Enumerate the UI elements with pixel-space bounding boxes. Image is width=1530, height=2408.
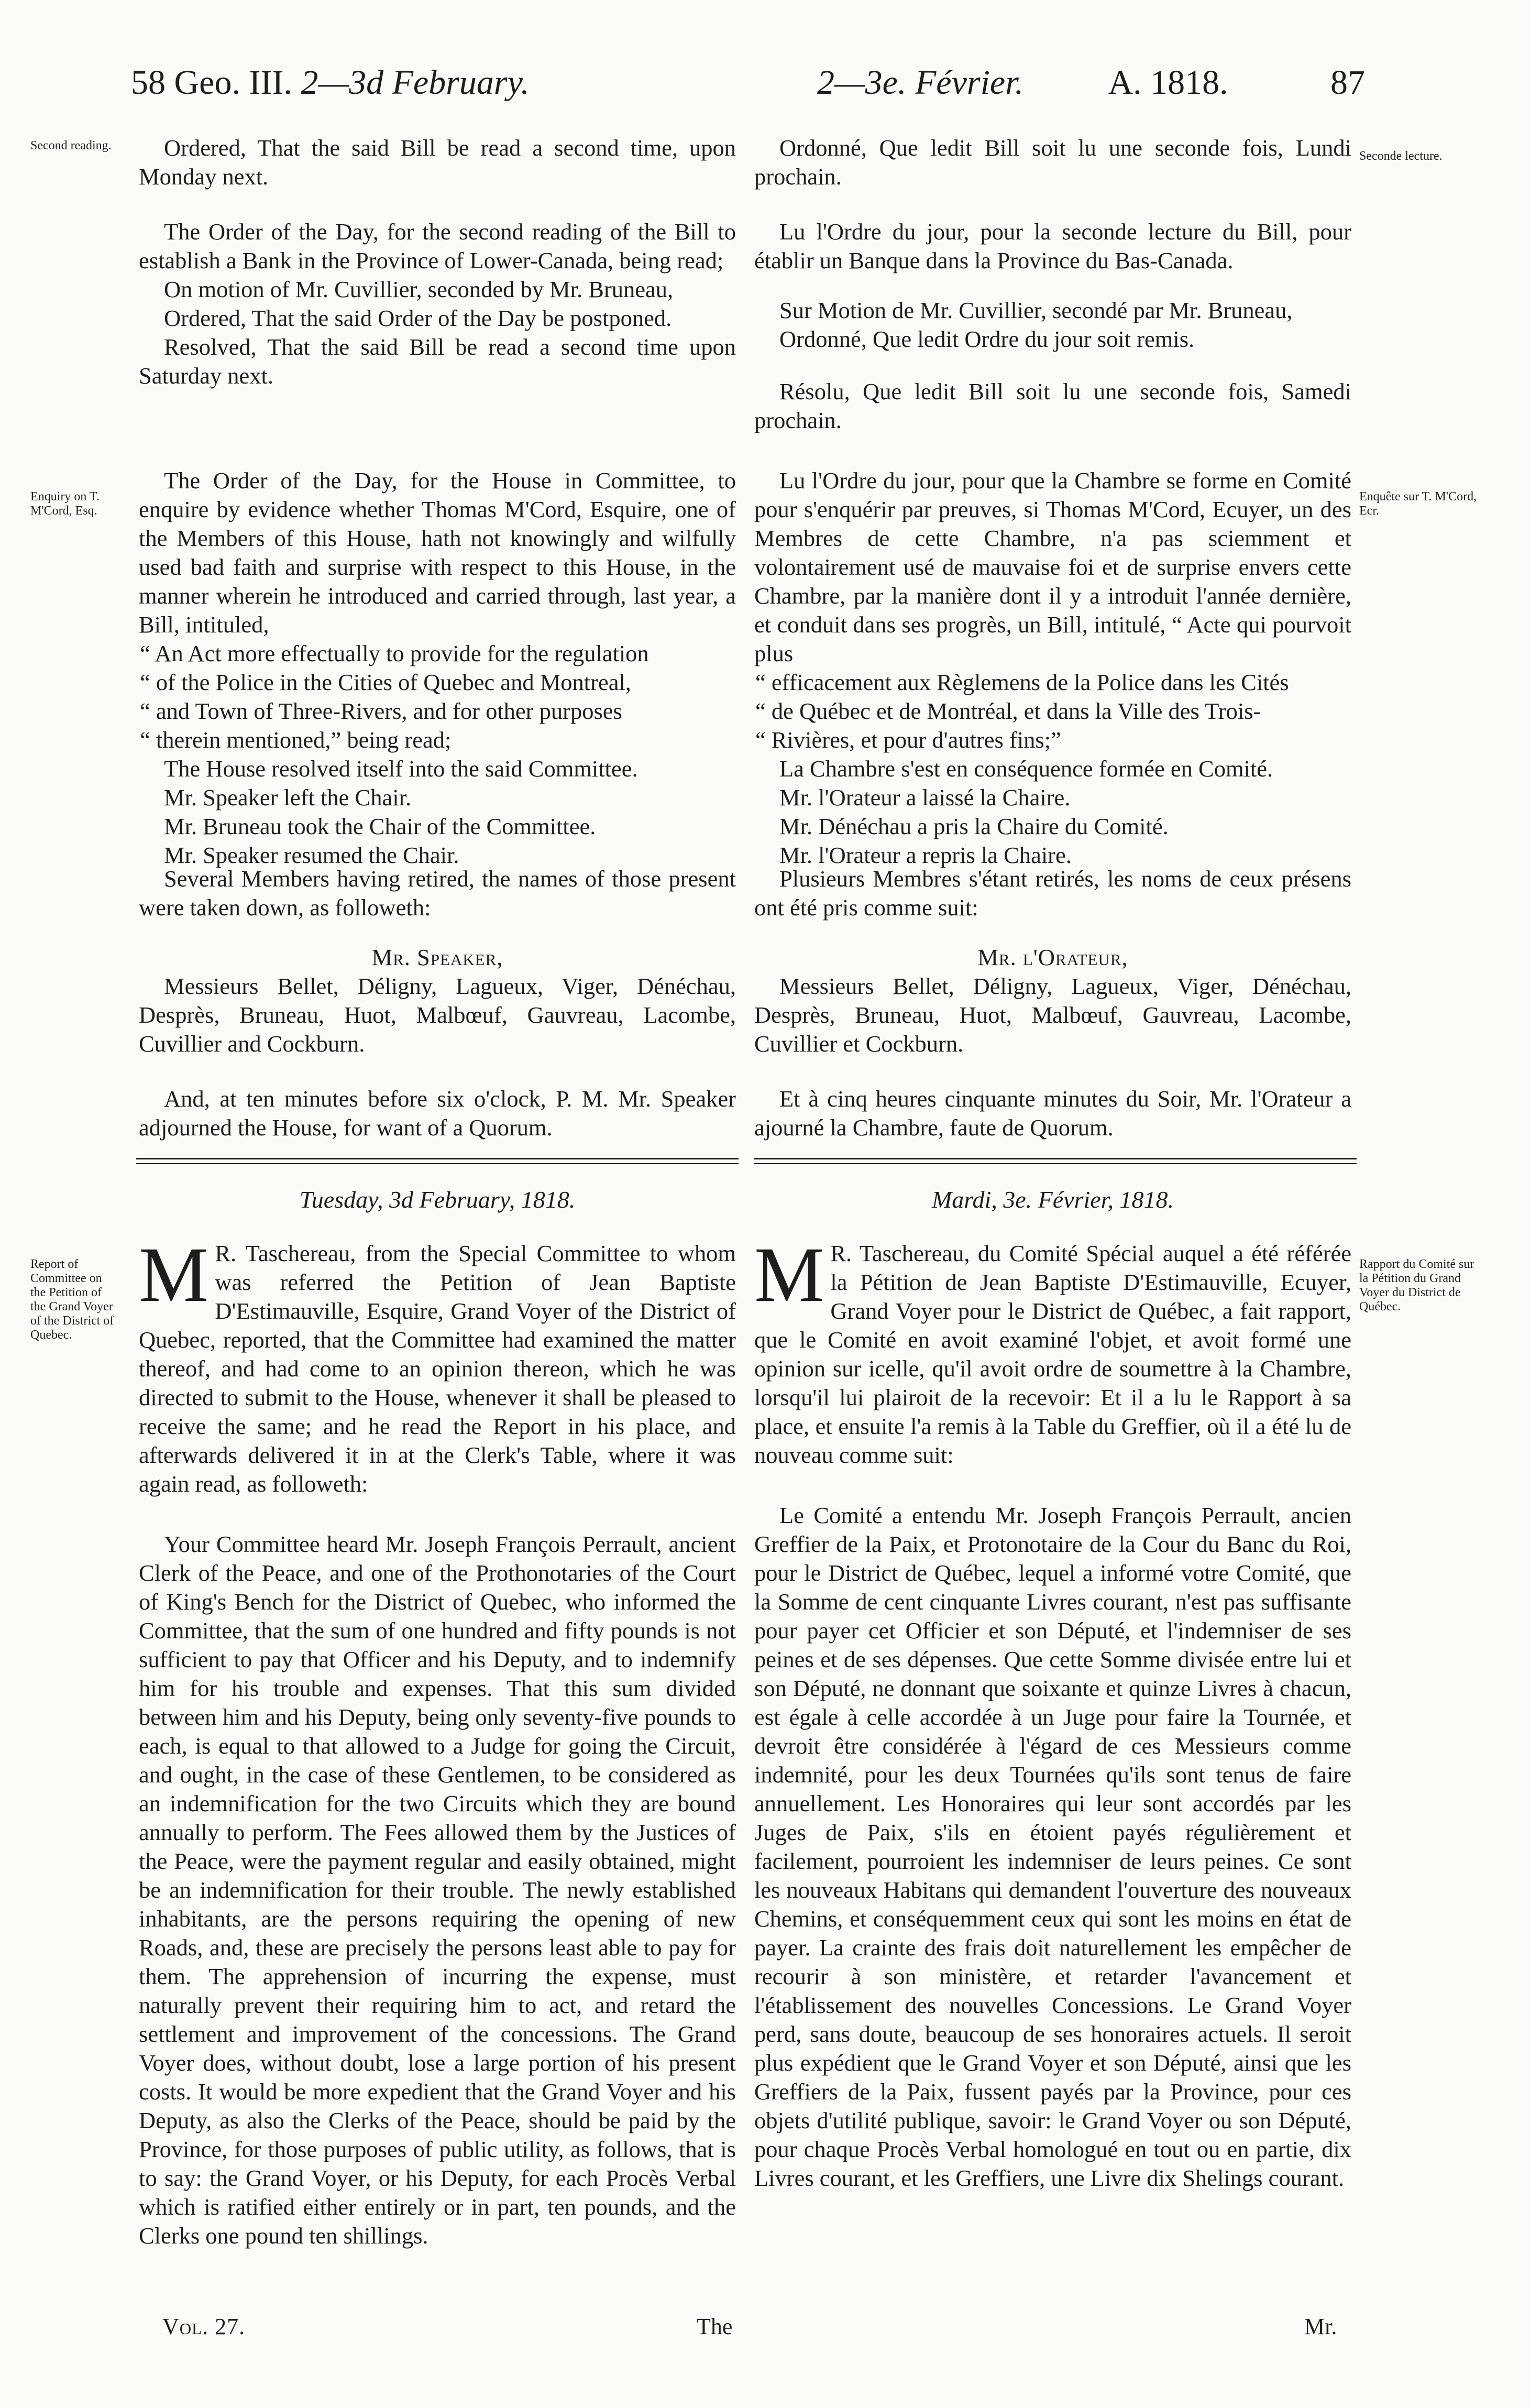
french-header-date: 2—3e. Février. [817, 63, 1024, 102]
fr-chambre-en-comite: La Chambre s'est en conséquence formée en Comité. [779, 756, 1273, 782]
en-motion-cuvillier: On motion of Mr. Cuvillier, seconded by Mr. Bruneau, [164, 276, 674, 302]
margin-note-rapport-grand-voyer: Rapport du Comité sur la Pétition du Grand Voyer du District de Québec. [1359, 1257, 1474, 1314]
en-drop-cap: M [139, 1231, 209, 1318]
section-divider-right [754, 1158, 1357, 1164]
en-taschereau-text: R. Taschereau, from the Special Committee to whom was referred the Petition of Jean Baptiste D'Estimauville, Esquire, Grand Voyer of the District of Quebec, reported, that the Committee had examined the matter thereof, and had come to an opinion thereon, which he was directed to submit to the House, whenever it shall be pleased to receive the same; and he read the Report in his place, and afterwards delivered it in at the Clerk's Table, where it was again read, as followeth: [139, 1240, 736, 1497]
en-proceedings-block-2 [139, 466, 736, 870]
fr-quote-line: “ efficacement aux Règlemens de la Police dans les Cités [755, 669, 1289, 695]
en-report-block [139, 1185, 736, 2250]
en-mccord-enquiry: The Order of the Day, for the House in Committee, to enquire by evidence whether Thomas M'Cord, Esquire, one of the Members of this House, hath not knowingly and wilfully used bad faith and surprise with respect to this House, in the manner wherein he introduced and carried through, last year, a Bill, intituled, [139, 467, 736, 638]
fr-drop-cap: M [754, 1231, 824, 1318]
fr-orateur-repris: Mr. l'Orateur a repris la Chaire. [779, 842, 1072, 868]
en-quote-line: “ An Act more effectually to provide for the regulation [140, 640, 649, 666]
en-proceedings-block-3 [139, 864, 736, 1142]
running-header-right [817, 63, 1228, 103]
page-number: 87 [1330, 63, 1365, 102]
fr-quote-line: “ Rivières, et pour d'autres fins;” [755, 727, 1061, 753]
fr-taschereau-rapport [754, 1231, 1351, 1470]
en-quote-line: “ therein mentioned,” being read; [140, 727, 452, 753]
margin-note-seconde-lecture: Seconde lecture. [1359, 149, 1443, 163]
catchword-english: The [697, 2314, 733, 2339]
en-bruneau-chair: Mr. Bruneau took the Chair of the Committee. [164, 813, 596, 839]
en-members-present: Messieurs Bellet, Déligny, Lagueux, Viger, Dénéchau, Desprès, Bruneau, Huot, Malbœuf, Gauvreau, Lacombe, Cuvillier and Cockburn. [139, 973, 736, 1057]
english-header-date: 2—3d February. [301, 63, 530, 102]
en-bank-bill-order: The Order of the Day, for the second reading of the Bill to establish a Bank in the Province of Lower-Canada, being read; [139, 218, 736, 273]
en-ordered-postponed: Ordered, That the said Order of the Day be postponed. [164, 305, 672, 331]
en-house-in-committee: The House resolved itself into the said Committee. [164, 756, 638, 782]
fr-proceedings-block-2 [754, 466, 1351, 870]
fr-proceedings-block-1 [754, 134, 1351, 435]
en-act-title-quote [139, 639, 736, 754]
fr-act-title-quote [754, 668, 1351, 754]
en-quote-line: “ of the Police in the Cities of Quebec and Montreal, [140, 669, 631, 695]
catchword-french: Mr. [1304, 2314, 1337, 2339]
volume-signature: Vol. 27. [162, 2314, 246, 2339]
session-number: 58 [131, 63, 166, 102]
header-year: A. 1818. [1108, 63, 1228, 102]
fr-ordonne-remis: Ordonné, Que ledit Ordre du jour soit remis. [779, 326, 1195, 352]
margin-note-enquiry-mccord: Enquiry on T. M'Cord, Esq. [30, 490, 100, 518]
margin-note-second-reading: Second reading. [30, 139, 112, 152]
fr-rapport-comite-text: Le Comité a entendu Mr. Joseph François Perrault, ancien Greffier de la Paix, et Protonotaire de la Cour du Banc du Roi, pour le District de Québec, lequel a informé votre Comité, que la Somme de cent cinquante Livres courant, n'est pas suffisante pour payer cet Officier et son Député, et l'indemniser de ses peines et de ses dépenses. Que cette Somme divisée entre lui et son Député, ne donnant que soixante et quinze Livres à chacun, est égale à celle accordée à un Juge pour faire la Tournée, et devroit être considérée à l'égard de ces Messieurs comme indemnité, pour les deux Tournées qu'ils sont tenus de faire annuellement. Les Honoraires qui leur sont accordés par les Juges de Paix, s'ils en étoient payés régulièrement et facilement, pourroient les indemniser de leurs peines. Ce sont les nouveaux Habitans qui demandent l'ouverture des nouveaux Chemins, et conséquemment ceux qui sont les moins en état de payer. La crainte des frais doit naturellement les empêcher de recourir à son ministère, et retarder l'avancement et l'établissement des nouvelles Concessions. Le Grand Voyer perd, sans doute, beaucoup de ses honoraires actuels. Il seroit plus expédient que le Grand Voyer et son Député, ainsi que les Greffiers de la Paix, fussent payés par la Province, pour ces objets d'utilité publique, savoir: le Grand Voyer ou son Député, pour chaque Procès Verbal homologué en tout ou en partie, dix Livres courant, et les Greffiers, une Livre dix Shelings courant. [754, 1502, 1351, 2191]
en-quote-line: “ and Town of Three-Rivers, and for other purposes [140, 698, 622, 724]
section-divider-left [136, 1158, 739, 1164]
en-speaker-resumed: Mr. Speaker resumed the Chair. [164, 842, 459, 868]
fr-sitting-date: Mardi, 3e. Février, 1818. [931, 1186, 1174, 1213]
fr-ajournement: Et à cinq heures cinquante minutes du Soir, Mr. l'Orateur a ajourné la Chambre, faute de Quorum. [754, 1086, 1351, 1141]
fr-ordonne-seconde-lecture: Ordonné, Que ledit Bill soit lu une seconde fois, Lundi prochain. [754, 135, 1351, 190]
en-ordered-second-reading: Ordered, That the said Bill be read a second time, upon Monday next. [139, 135, 736, 190]
en-resolved-saturday: Resolved, That the said Bill be read a second time upon Saturday next. [139, 334, 736, 389]
en-taschereau-report [139, 1231, 736, 1498]
en-sitting-date: Tuesday, 3d February, 1818. [299, 1186, 576, 1213]
fr-report-block [754, 1185, 1351, 2193]
fr-motion-cuvillier: Sur Motion de Mr. Cuvillier, secondé par Mr. Bruneau, [779, 297, 1293, 323]
en-committee-report-text: Your Committee heard Mr. Joseph François Perrault, ancient Clerk of the Peace, and one of the Prothonotaries of the Court of King's Bench for the District of Quebec, who informed the Committee, that the sum of one hundred and fifty pounds is not sufficient to pay that Officer and his Deputy, and to indemnify him for his trouble and expenses. That this sum divided between him and his Deputy, being only seventy-five pounds to each, is equal to that allowed to a Judge for going the Circuit, and ought, in the case of these Gentlemen, to be considered as an indemnification for the two Circuits which they are bound annually to perform. The Fees allowed them by the Justices of the Peace, were the payment regular and easily obtained, might be an indemnification for their trouble. The newly established inhabitants, are the persons requiring the opening of new Roads, and, these are precisely the persons least able to pay for them. The apprehension of incurring the expense, must naturally prevent their requiring him to act, and retard the settlement and improvement of the concessions. The Grand Voyer does, without doubt, lose a large portion of his present costs. It would be more expedient that the Grand Voyer and his Deputy, as also the Clerks of the Peace, should be paid by the Province, for those purposes of public utility, as follows, that is to say: the Grand Voyer, or his Deputy, for each Procès Verbal which is ratified either entirely or in part, ten pounds, and the Clerks one pound ten shillings. [139, 1531, 736, 2249]
fr-resolu-samedi: Résolu, Que ledit Bill soit lu une seconde fois, Samedi prochain. [754, 378, 1351, 433]
reign-label: Geo. III. [174, 63, 292, 102]
running-header-left [131, 63, 530, 103]
fr-denechau-chaire: Mr. Dénéchau a pris la Chaire du Comité. [779, 813, 1169, 839]
en-members-retired: Several Members having retired, the names of those present were taken down, as followeth: [139, 866, 736, 921]
en-adjournment: And, at ten minutes before six o'clock, P. M. Mr. Speaker adjourned the House, for want of a Quorum. [139, 1086, 736, 1141]
fr-taschereau-text: R. Taschereau, du Comité Spécial auquel a été référée la Pétition de Jean Baptiste D'Estimauville, Ecuyer, Grand Voyer pour le District de Québec, a fait rapport, que le Comité en avoit examiné l'objet, et avoit formé une opinion sur icelle, qu'il avoit ordre de soumettre à la Chambre, lorsqu'il lui plairoit de la recevoir: Et il a lu le Rapport à sa place, et ensuite l'a remis à la Table du Greffier, où il a été lu de nouveau comme suit: [754, 1240, 1351, 1468]
fr-membres-presents: Messieurs Bellet, Déligny, Lagueux, Viger, Dénéchau, Desprès, Bruneau, Huot, Malbœuf, Gauvreau, Lacombe, Cuvillier et Cockburn. [754, 973, 1351, 1057]
fr-membres-retires: Plusieurs Membres s'étant retirés, les noms de ceux présens ont été pris comme suit: [754, 866, 1351, 921]
fr-bill-banque: Lu l'Ordre du jour, pour la seconde lecture du Bill, pour établir un Banque dans la Province du Bas-Canada. [754, 218, 1351, 273]
fr-orateur-laisse: Mr. l'Orateur a laissé la Chaire. [779, 784, 1071, 811]
en-speaker-left: Mr. Speaker left the Chair. [164, 784, 412, 811]
fr-orateur-heading: Mr. l'Orateur, [977, 944, 1128, 970]
margin-note-report-grand-voyer: Report of Committee on the Petition of the Grand Voyer of the District of Quebec. [30, 1257, 114, 1342]
fr-quote-line: “ de Québec et de Montréal, et dans la Ville des Trois- [755, 698, 1261, 724]
fr-enquete-mccord: Lu l'Ordre du jour, pour que la Chambre se forme en Comité pour s'enquérir par preuves, si Thomas M'Cord, Ecuyer, un des Membres de cette Chambre, n'a pas sciemment et volontairement usé de mauvaise foi et de surprise envers cette Chambre, par la manière dont il y a introduit l'année dernière, et conduit dans ses progrès, un Bill, intitulé, “ Acte qui pourvoit plus [754, 467, 1351, 666]
en-speaker-heading: Mr. Speaker, [371, 944, 503, 970]
margin-note-enquete-mccord: Enquête sur T. M'Cord, Ecr. [1359, 490, 1477, 518]
fr-proceedings-block-3 [754, 864, 1351, 1142]
en-proceedings-block-1 [139, 134, 736, 390]
